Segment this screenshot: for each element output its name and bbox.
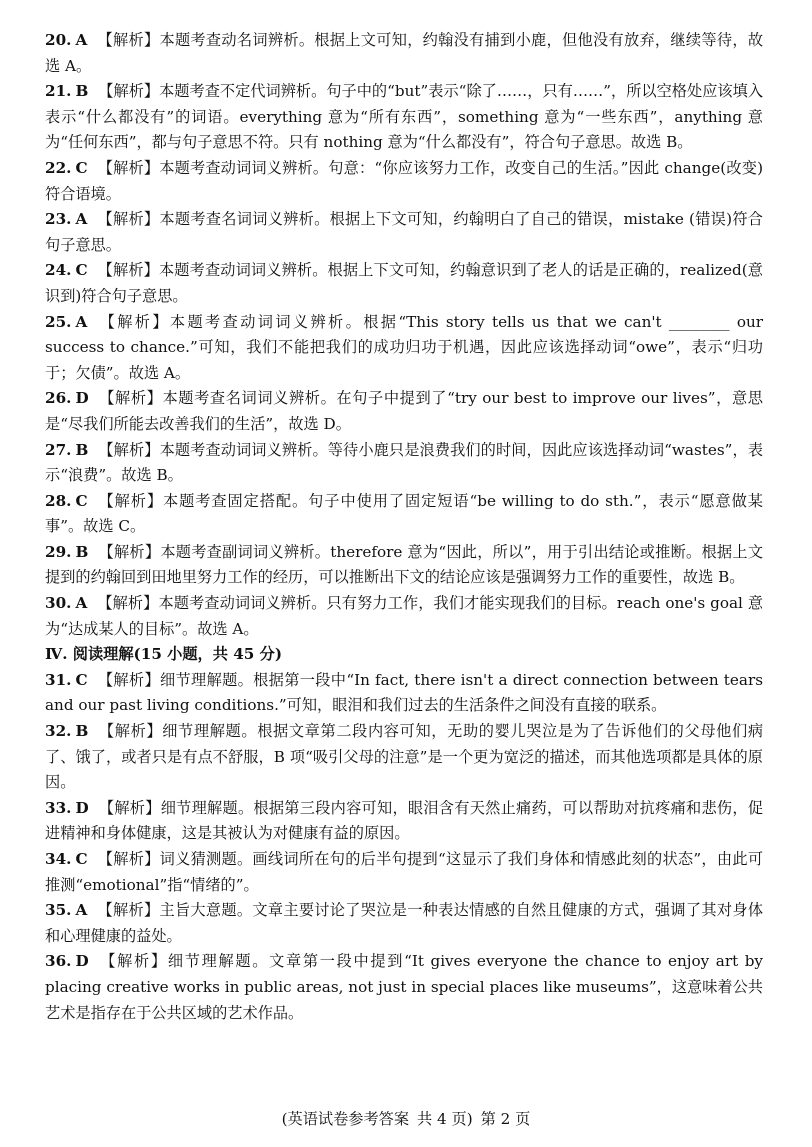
item-number: 32. — [45, 722, 72, 741]
analysis-tag: 【解析】 — [97, 158, 160, 177]
answer-item-29 — [45, 540, 763, 591]
answer-item-35 — [45, 898, 763, 949]
item-number: 31. — [45, 670, 72, 689]
answer-item-31 — [45, 668, 763, 719]
item-number: 22. — [45, 158, 72, 177]
section-heading-reading: Ⅳ. 阅读理解(15 小题，共 45 分) — [45, 645, 283, 664]
answer-item-25 — [45, 310, 763, 387]
item-number: 33. — [45, 798, 72, 817]
answer-item-32 — [45, 719, 763, 796]
answer-item-27 — [45, 438, 763, 489]
answer-item-33 — [45, 796, 763, 847]
item-explanation: 细节理解题。根据第一段中“In fact, there isn't a direct connection between tears and our past living conditions.”可知，眼泪和我们过去的生活条件之间没有直接的联系。 — [45, 670, 763, 715]
item-answer: D — [75, 389, 89, 408]
item-number: 20. — [45, 31, 72, 49]
answer-key-content — [45, 28, 763, 1026]
analysis-tag: 【解析】 — [98, 82, 160, 101]
answer-item-28 — [45, 489, 763, 540]
answer-item-20 — [45, 28, 763, 79]
footer-page-number: 第 2 页 — [480, 1110, 531, 1128]
item-number: 26. — [45, 389, 72, 408]
item-answer: D — [75, 798, 89, 817]
item-number: 35. — [45, 901, 72, 920]
footer-total-pages: 共 4 页) — [417, 1110, 473, 1128]
analysis-tag: 【解析】 — [97, 210, 160, 229]
answer-item-23 — [45, 207, 763, 258]
item-number: 30. — [45, 594, 72, 613]
item-answer: C — [75, 850, 88, 868]
analysis-tag: 【解析】 — [97, 312, 170, 331]
item-number: 34. — [45, 850, 72, 868]
item-answer: A — [75, 31, 88, 49]
item-explanation: 细节理解题。文章第一段中提到“It gives everyone the chance to enjoy art by placing creative works in public areas, not just in special places like museums”，这意味着公共艺术是指存在于公共区域的艺术作品。 — [45, 952, 763, 1022]
answer-item-36 — [45, 949, 763, 1026]
item-explanation: 词义猜测题。画线词所在句的后半句提到“这显示了我们身体和情感此刻的状态”，由此可推测“emotional”指“情绪的”。 — [45, 850, 764, 894]
item-number: 25. — [45, 312, 72, 331]
item-explanation: 主旨大意题。文章主要讨论了哭泣是一种表达情感的自然且健康的方式，强调了其对身体和心理健康的益处。 — [45, 901, 764, 945]
item-explanation: 本题考查动名词辨析。根据上文可知，约翰没有捕到小鹿，但他没有放弃，继续等待，故选 A。 — [45, 31, 764, 75]
item-answer: A — [75, 594, 88, 613]
item-explanation: 本题考查动词词义辨析。只有努力工作，我们才能实现我们的目标。reach one's goal 意为“达成某人的目标”。故选 A。 — [45, 594, 764, 638]
item-answer: C — [75, 261, 88, 280]
item-explanation: 本题考查副词词义辨析。therefore 意为“因此，所以”，用于引出结论或推断。根据上文提到的约翰回到田地里努力工作的经历，可以推断出下文的结论应该是强调努力工作的重要性，故选 B。 — [45, 542, 764, 587]
item-explanation: 本题考查名词词义辨析。在句子中提到了“try our best to improve our lives”，意思是“尽我们所能去改善我们的生活”，故选 D。 — [45, 389, 763, 433]
analysis-tag: 【解析】 — [98, 952, 168, 971]
item-answer: B — [75, 722, 89, 741]
item-answer: A — [75, 210, 88, 229]
item-answer: C — [75, 158, 88, 177]
page-footer — [0, 1109, 812, 1129]
analysis-tag: 【解析】 — [98, 798, 161, 817]
item-answer: B — [75, 440, 89, 459]
item-number: 27. — [45, 440, 72, 459]
analysis-tag: 【解析】 — [97, 491, 163, 510]
answer-item-26 — [45, 386, 763, 437]
item-answer: C — [75, 670, 88, 689]
analysis-tag: 【解析】 — [98, 722, 163, 741]
footer-title: (英语试卷参考答案 — [281, 1110, 410, 1128]
item-explanation: 本题考查动词词义辨析。根据“This story tells us that we can't ________ our success to chance.”可知，我们不能把我们的成功归功于机遇，因此应该选择动词“owe”，表示“归功于；欠债”。故选 A。 — [45, 312, 763, 382]
item-number: 21. — [45, 82, 72, 101]
item-number: 24. — [45, 261, 72, 280]
item-explanation: 本题考查不定代词辨析。句子中的“but”表示“除了……，只有……”，所以空格处应该填入表示“什么都没有”的词语。everything 意为“所有东西”，something 意为“一些东西”，anything 意为“任何东西”，都与句子意思不符。只有 nothing 意为“什么都没有”，符合句子意思。故选 B。 — [45, 82, 764, 152]
item-answer: B — [75, 542, 89, 561]
item-answer: A — [75, 901, 88, 920]
answer-item-30 — [45, 591, 763, 642]
item-explanation: 本题考查动词词义辨析。根据上下文可知，约翰意识到了老人的话是正确的，realized(意识到)符合句子意思。 — [45, 261, 763, 305]
item-answer: C — [75, 491, 88, 510]
item-explanation: 本题考查动词词义辨析。等待小鹿只是浪费我们的时间，因此应该选择动词“wastes”，表示“浪费”。故选 B。 — [45, 440, 764, 485]
analysis-tag: 【解析】 — [97, 31, 160, 49]
item-number: 29. — [45, 542, 72, 561]
item-answer: A — [75, 312, 88, 331]
answer-item-34 — [45, 847, 763, 898]
analysis-tag: 【解析】 — [98, 389, 163, 408]
item-answer: B — [75, 82, 89, 101]
item-explanation: 本题考查名词词义辨析。根据上下文可知，约翰明白了自己的错误，mistake (错误)符合句子意思。 — [45, 210, 763, 254]
analysis-tag: 【解析】 — [97, 594, 159, 613]
item-explanation: 细节理解题。根据文章第二段内容可知，无助的婴儿哭泣是为了告诉他们的父母他们病了、饿了，或者只是有点不舒服，B 项“吸引父母的注意”是一个更为宽泛的描述，而其他选项都是具体的原因。 — [45, 722, 764, 792]
answer-item-22 — [45, 156, 763, 207]
item-number: 23. — [45, 210, 72, 229]
analysis-tag: 【解析】 — [97, 670, 160, 689]
item-answer: D — [75, 952, 89, 971]
analysis-tag: 【解析】 — [97, 901, 160, 920]
item-number: 36. — [45, 952, 72, 971]
item-explanation: 本题考查动词词义辨析。句意：“你应该努力工作，改变自己的生活。”因此 change(改变)符合语境。 — [45, 158, 763, 203]
answer-item-21 — [45, 79, 763, 156]
analysis-tag: 【解析】 — [98, 440, 160, 459]
answer-item-24 — [45, 258, 763, 309]
analysis-tag: 【解析】 — [97, 850, 160, 868]
item-explanation: 细节理解题。根据第三段内容可知，眼泪含有天然止痛药，可以帮助对抗疼痛和悲伤，促进精神和身体健康，这是其被认为对健康有益的原因。 — [45, 798, 764, 843]
item-number: 28. — [45, 491, 72, 510]
item-explanation: 本题考查固定搭配。句子中使用了固定短语“be willing to do sth.”，表示“愿意做某事”。故选 C。 — [45, 491, 763, 536]
analysis-tag: 【解析】 — [97, 261, 159, 280]
analysis-tag: 【解析】 — [98, 542, 161, 561]
